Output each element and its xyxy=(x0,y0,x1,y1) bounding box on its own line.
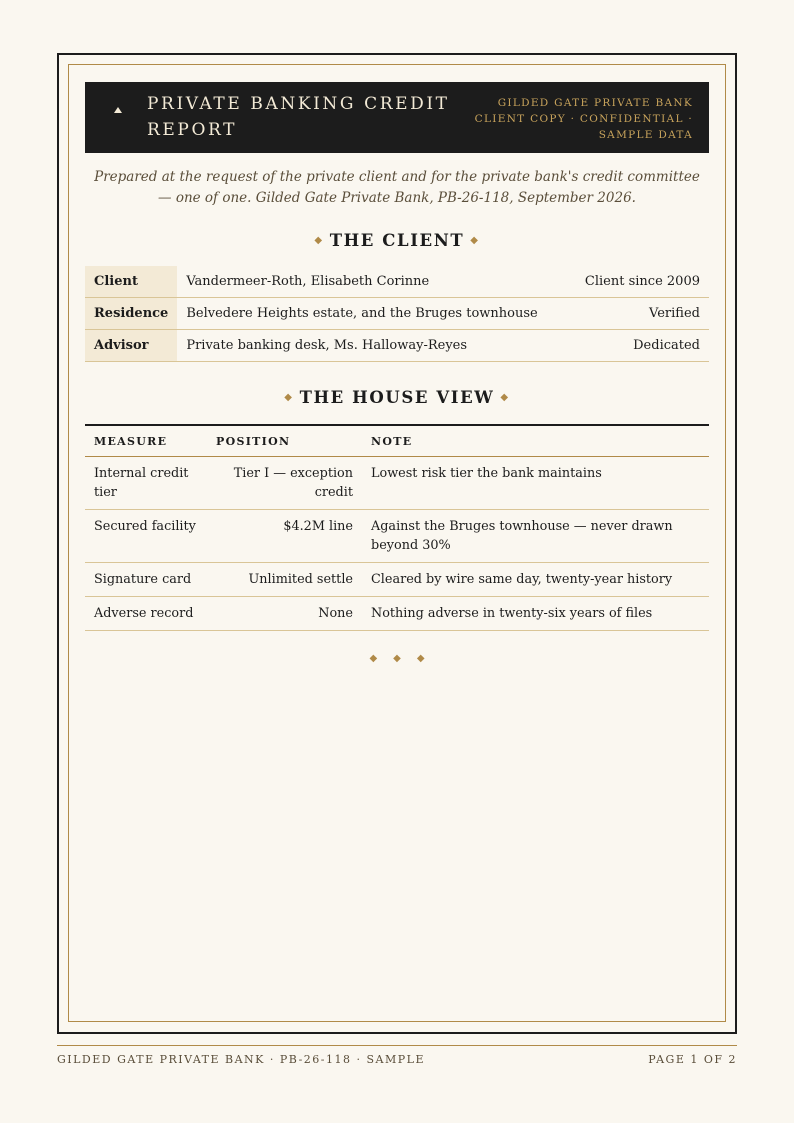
diamond-icon: ◆ xyxy=(314,234,324,246)
client-row xyxy=(85,330,709,362)
position-cell: None xyxy=(207,597,362,631)
triangle-up-icon xyxy=(114,107,122,113)
client-row-status: Verified xyxy=(568,298,709,330)
position-cell: Tier I — exception credit xyxy=(207,457,362,510)
section-title: THE CLIENT xyxy=(329,231,465,250)
diamond-icon: ◆ xyxy=(284,391,294,403)
note-cell: Against the Bruges townhouse — never drawn beyond 30% xyxy=(362,510,709,563)
page-number: PAGE 1 OF 2 xyxy=(648,1053,737,1066)
client-section-heading xyxy=(85,229,709,253)
table-row xyxy=(85,563,709,597)
table-row xyxy=(85,597,709,631)
measure-cell: Adverse record xyxy=(85,597,207,631)
column-header-position: POSITION xyxy=(207,425,362,457)
house-view-table xyxy=(85,424,709,631)
position-cell: $4.2M line xyxy=(207,510,362,563)
column-header-note: NOTE xyxy=(362,425,709,457)
report-banner xyxy=(85,82,709,153)
client-row-label: Advisor xyxy=(85,330,177,362)
client-row-label: Client xyxy=(85,266,177,298)
banner-meta-line: SAMPLE DATA xyxy=(598,129,693,141)
client-row-value: Private banking desk, Ms. Halloway-Reyes xyxy=(177,330,568,362)
preamble: Prepared at the request of the private client and for the private bank's credit committee — one of one. Gilded Gate Private Bank, PB-26-118, September 2026. xyxy=(94,169,700,206)
column-header-measure: MEASURE xyxy=(85,425,207,457)
house-view-heading xyxy=(85,386,709,410)
client-row-value: Belvedere Heights estate, and the Bruges townhouse xyxy=(177,298,568,330)
banner-meta xyxy=(463,95,693,143)
section-title: THE HOUSE VIEW xyxy=(299,388,495,407)
report-content xyxy=(85,82,709,664)
note-cell: Lowest risk tier the bank maintains xyxy=(362,457,709,510)
client-row xyxy=(85,298,709,330)
diamond-icon: ◆ xyxy=(500,391,510,403)
client-row xyxy=(85,266,709,298)
note-cell: Nothing adverse in twenty-six years of files xyxy=(362,597,709,631)
footer-left: GILDED GATE PRIVATE BANK · PB-26-118 · SAMPLE xyxy=(57,1053,425,1066)
page-inner-frame xyxy=(68,64,726,1022)
note-cell: Cleared by wire same day, twenty-year history xyxy=(362,563,709,597)
position-cell: Unlimited settle xyxy=(207,563,362,597)
client-row-status: Dedicated xyxy=(568,330,709,362)
client-row-status: Client since 2009 xyxy=(568,266,709,298)
diamond-icon: ◆ xyxy=(470,234,480,246)
banner-meta-line: GILDED GATE PRIVATE BANK xyxy=(497,97,693,109)
banner-meta-line: CLIENT COPY · CONFIDENTIAL · xyxy=(474,113,693,125)
client-table xyxy=(85,266,709,362)
report-title: PRIVATE BANKING CREDIT REPORT xyxy=(147,94,450,140)
measure-cell: Signature card xyxy=(85,563,207,597)
measure-cell: Internal credit tier xyxy=(85,457,207,510)
page-frame xyxy=(57,53,737,1034)
footer-rule xyxy=(57,1045,737,1046)
table-row xyxy=(85,510,709,563)
ornament-divider: ◆◆◆ xyxy=(369,653,441,664)
client-row-value: Vandermeer-Roth, Elisabeth Corinne xyxy=(177,266,568,298)
measure-cell: Secured facility xyxy=(85,510,207,563)
client-row-label: Residence xyxy=(85,298,177,330)
table-header-row xyxy=(85,425,709,457)
table-row xyxy=(85,457,709,510)
